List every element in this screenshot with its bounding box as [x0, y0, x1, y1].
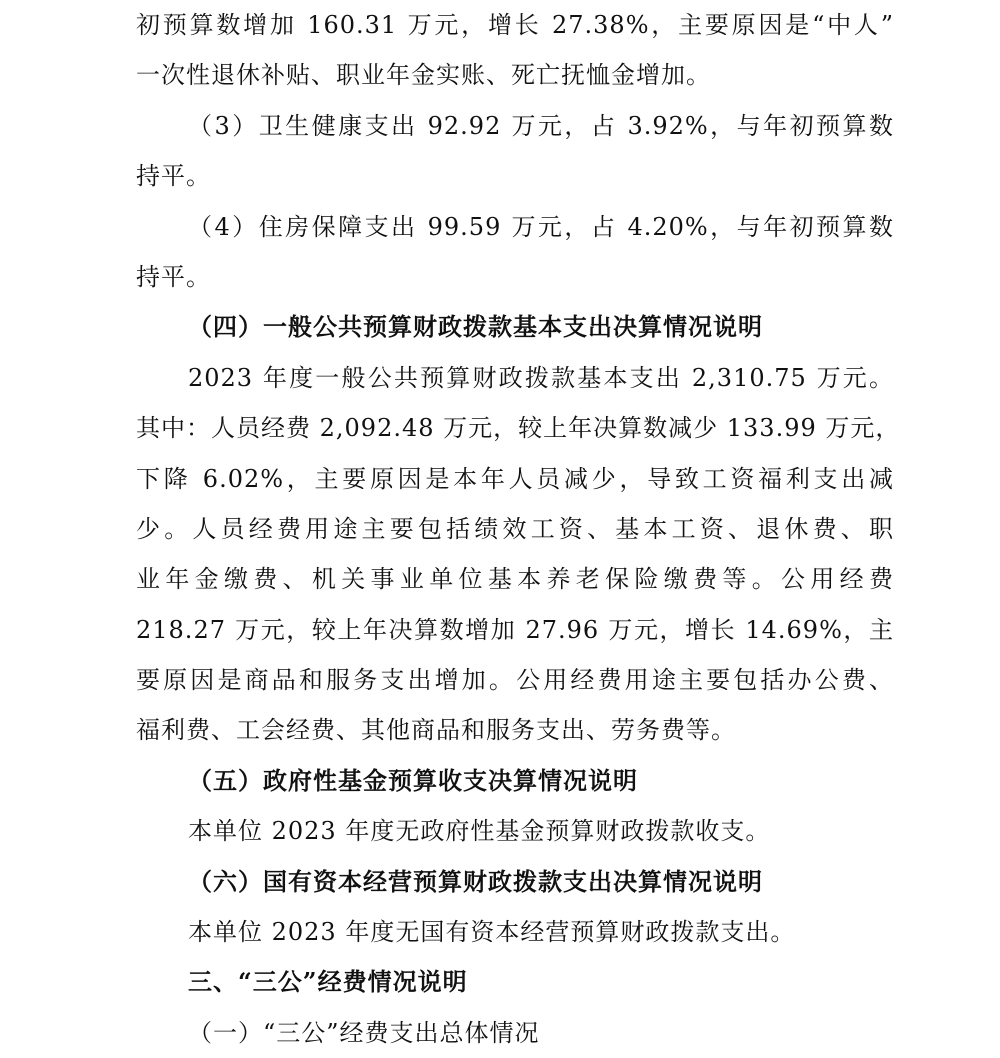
- body-line: 要原因是商品和服务支出增加。公用经费用途主要包括办公费、: [136, 666, 894, 695]
- body-line: （4）住房保障支出 99.59 万元，占 4.20%，与年初预算数: [188, 212, 894, 241]
- body-line: 一次性退休补贴、职业年金实账、死亡抚恤金增加。: [136, 61, 711, 90]
- body-line: 218.27 万元，较上年决算数增加 27.96 万元，增长 14.69%，主: [136, 615, 894, 644]
- body-line: 持平。: [136, 262, 211, 291]
- body-line: 其中：人员经费 2,092.48 万元，较上年决算数减少 133.99 万元，: [136, 414, 901, 443]
- document-page: [136, 0, 901, 1058]
- body-line: 本单位 2023 年度无政府性基金预算财政拨款收支。: [188, 817, 771, 846]
- body-line: 初预算数增加 160.31 万元，增长 27.38%，主要原因是“中人”: [136, 11, 894, 39]
- body-line: 业年金缴费、机关事业单位基本养老保险缴费等。公用经费: [136, 565, 894, 594]
- body-line: （3）卫生健康支出 92.92 万元，占 3.92%，与年初预算数: [188, 111, 894, 140]
- body-line: 本单位 2023 年度无国有资本经营预算财政拨款支出。: [188, 918, 796, 947]
- body-line: 下降 6.02%，主要原因是本年人员减少，导致工资福利支出减: [136, 464, 894, 493]
- section-heading: （四）一般公共预算财政拨款基本支出决算情况说明: [188, 312, 763, 342]
- section-heading: （五）政府性基金预算收支决算情况说明: [188, 765, 638, 795]
- body-line: 少。人员经费用途主要包括绩效工资、基本工资、退休费、职: [136, 514, 894, 543]
- section-heading: （一）“三公”经费支出总体情况: [188, 1018, 540, 1047]
- section-heading: （六）国有资本经营预算财政拨款支出决算情况说明: [188, 866, 763, 896]
- chapter-heading: 三、“三公”经费情况说明: [188, 967, 468, 997]
- body-line: 2023 年度一般公共预算财政拨款基本支出 2,310.75 万元。: [188, 363, 894, 392]
- body-line: 福利费、工会经费、其他商品和服务支出、劳务费等。: [136, 716, 736, 745]
- body-line: 持平。: [136, 162, 211, 191]
